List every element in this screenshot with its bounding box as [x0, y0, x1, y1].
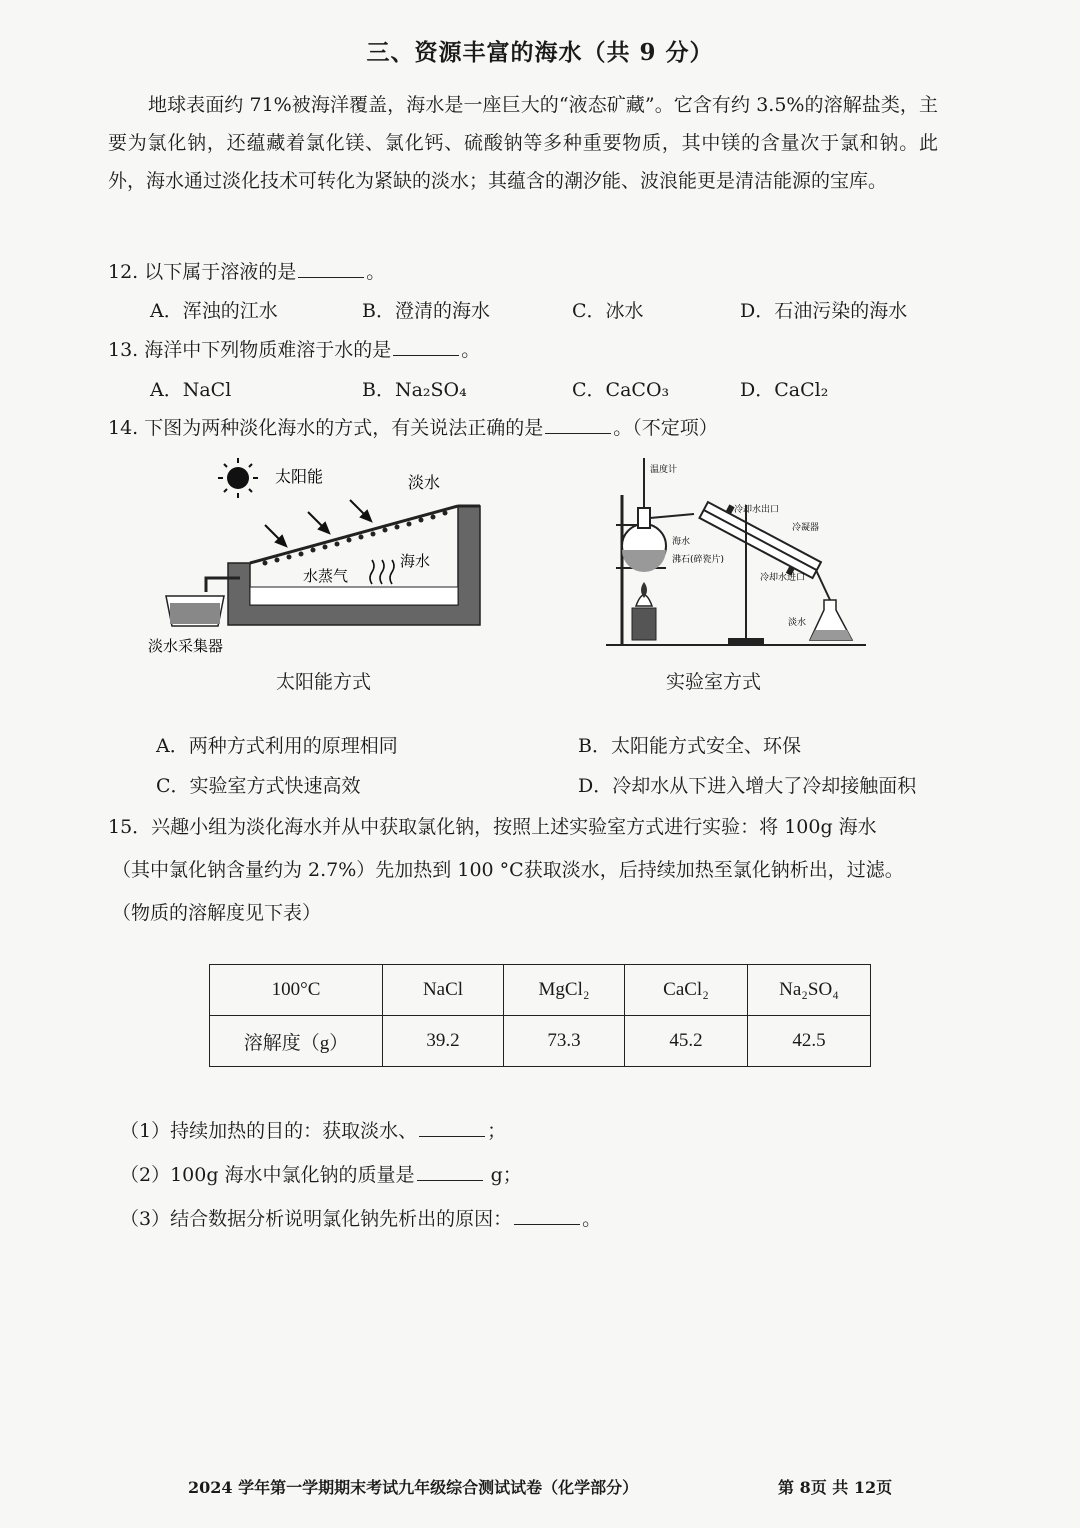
table-header-row	[210, 965, 871, 1016]
question-15-line2: （其中氯化钠含量约为 2.7%）先加热到 100 °C获取淡水，后持续加热至氯化钠析出，过滤。	[112, 859, 904, 881]
table-cell: 39.2	[383, 1016, 504, 1067]
label-thermometer: 温度计	[650, 465, 678, 475]
option-c: C．冰水	[572, 300, 644, 322]
question-15-line3: （物质的溶解度见下表）	[112, 902, 322, 924]
option-c: C．实验室方式快速高效	[156, 775, 361, 797]
label-fresh-water: 淡水	[408, 473, 441, 492]
table-row	[210, 1016, 871, 1067]
question-15-sub2: （2）100g 海水中氯化钠的质量是 g；	[120, 1164, 522, 1186]
footer-exam-title: 2024 学年第一学期期末考试九年级综合测试试卷（化学部分）	[188, 1478, 639, 1497]
option-d: D．冷却水从下进入增大了冷却接触面积	[578, 775, 917, 797]
option-c: C．CaCO₃	[572, 379, 670, 401]
option-a: A．浑浊的江水	[150, 300, 278, 322]
label-boiling-chips: 沸石(碎瓷片)	[672, 555, 725, 565]
vapor-lines	[370, 560, 394, 584]
answer-blank	[298, 261, 364, 278]
table-cell: Na₂SO₄	[748, 965, 871, 1016]
table-cell: CaCl₂	[625, 965, 748, 1016]
question-15-line1: 15．兴趣小组为淡化海水并从中获取氯化钠，按照上述实验室方式进行实验：将 100g 海水	[108, 816, 877, 838]
table-cell: 溶解度（g）	[210, 1016, 383, 1067]
label-lab-sea-water: 海水	[672, 537, 691, 547]
question-13: 13. 海洋中下列物质难溶于水的是 。	[108, 339, 481, 361]
question-12: 12. 以下属于溶液的是 。	[108, 261, 386, 283]
label-vapor: 水蒸气	[303, 567, 349, 585]
burner-stand	[632, 608, 656, 640]
option-b: B．Na₂SO₄	[362, 379, 467, 401]
footer-page-number: 第 8页 共 12页	[778, 1478, 893, 1497]
answer-blank	[393, 339, 459, 356]
table-cell: NaCl	[383, 965, 504, 1016]
label-coolant-in: 冷却水进口	[760, 573, 806, 583]
solubility-table	[209, 964, 871, 1067]
answer-blank	[419, 1120, 485, 1137]
answer-blank	[417, 1164, 483, 1181]
solar-desalination-diagram	[140, 450, 500, 665]
table-cell: 42.5	[748, 1016, 871, 1067]
table-cell: 73.3	[504, 1016, 625, 1067]
label-coolant-out: 冷却水出口	[734, 505, 780, 515]
sun-icon	[218, 458, 258, 498]
caption-lab: 实验室方式	[666, 671, 762, 693]
sea-water-basin	[250, 587, 458, 605]
option-b: B．澄清的海水	[362, 300, 490, 322]
label-sea-water: 海水	[400, 552, 431, 570]
question-15-sub1: （1）持续加热的目的：获取淡水、 ；	[120, 1120, 507, 1142]
caption-solar: 太阳能方式	[276, 671, 372, 693]
label-collector: 淡水采集器	[148, 637, 224, 655]
still-housing	[228, 506, 480, 625]
answer-blank	[545, 417, 611, 434]
lab-distillation-diagram	[598, 450, 873, 655]
table-cell: 100°C	[210, 965, 383, 1016]
label-lab-fresh-water: 淡水	[788, 618, 807, 628]
answer-blank	[514, 1208, 580, 1225]
question-15-sub3: （3）结合数据分析说明氯化钠先析出的原因： 。	[120, 1208, 602, 1230]
section-title: 三、资源丰富的海水（共 9 分）	[366, 39, 714, 66]
label-sun: 太阳能	[275, 467, 324, 486]
table-cell: 45.2	[625, 1016, 748, 1067]
table-cell: MgCl₂	[504, 965, 625, 1016]
intro-paragraph: 地球表面约 71%被海洋覆盖，海水是一座巨大的“液态矿藏”。它含有约 3.5%的溶解盐类，主要为氯化钠，还蕴藏着氯化镁、氯化钙、硫酸钠等多种重要物质，其中镁的含量次于氯和钠。此外，海水通过淡化技术可转化为紧缺的淡水；其蕴含的潮汐能、波浪能更是清洁能源的宝库。	[108, 94, 938, 192]
option-a: A．两种方式利用的原理相同	[156, 735, 398, 757]
sunlight-arrows	[265, 500, 371, 546]
option-b: B．太阳能方式安全、环保	[578, 735, 801, 757]
option-d: D．石油污染的海水	[740, 300, 908, 322]
question-14: 14. 下图为两种淡化海水的方式，有关说法正确的是 。（不定项）	[108, 417, 718, 439]
option-d: D．CaCl₂	[740, 379, 829, 401]
label-condenser: 冷凝器	[792, 523, 820, 533]
option-a: A．NaCl	[150, 379, 232, 401]
